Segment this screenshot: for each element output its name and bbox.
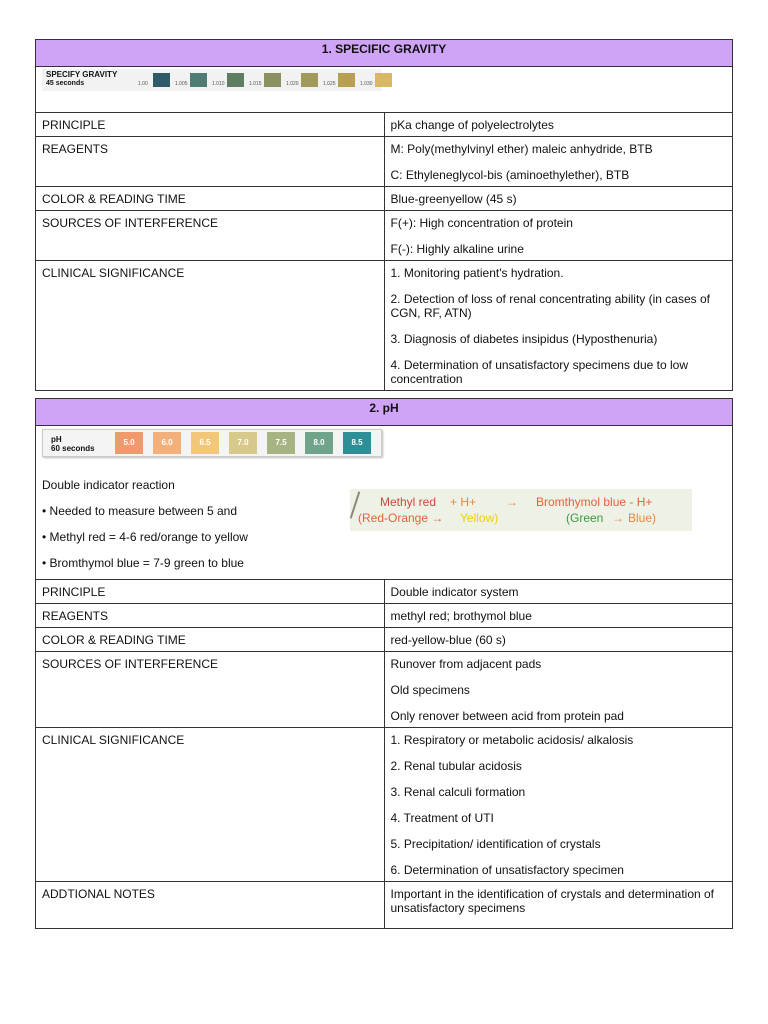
- sg-pad-label: 1.010: [212, 81, 225, 87]
- interference-value: [384, 652, 733, 728]
- eq-red-orange: (Red-Orange →: [358, 511, 444, 525]
- color-value: Blue-greenyellow (45 s): [384, 187, 733, 211]
- sg-pad-label: 1.015: [249, 81, 262, 87]
- sg-pad-swatch: [190, 73, 207, 87]
- interference-value: [384, 211, 733, 261]
- row-label: SOURCES OF INTERFERENCE: [36, 652, 385, 728]
- sg-pad: [175, 72, 211, 88]
- clinical-item: 5. Precipitation/ identification of crystals: [390, 837, 601, 851]
- clinical-item: 3. Diagnosis of diabetes insipidus (Hyposthenuria): [390, 332, 658, 346]
- sg-pad-swatch: [301, 73, 318, 87]
- clinical-item: 4. Determination of unsatisfactory specimens due to low concentration: [390, 358, 688, 386]
- intro-line: Double indicator reaction: [42, 478, 175, 492]
- sg-pad: [138, 72, 174, 88]
- ph-pad: 7.5: [267, 432, 295, 454]
- sg-pad-label: 1.005: [175, 81, 188, 87]
- clinical-value: [384, 261, 733, 391]
- sg-pad: [249, 72, 285, 88]
- section-title: 2. pH: [36, 399, 733, 426]
- eq-btb: Bromthymol blue - H+: [536, 495, 653, 509]
- reagents-value: methyl red; brothymol blue: [384, 604, 733, 628]
- clinical-value: [384, 728, 733, 882]
- section-title: 1. SPECIFIC GRAVITY: [36, 40, 733, 67]
- sg-strip-row: [36, 67, 733, 113]
- sg-pad-label: 1.020: [286, 81, 299, 87]
- ph-strip-label: pH 60 seconds: [51, 435, 95, 453]
- clinical-item: 6. Determination of unsatisfactory specimen: [390, 863, 624, 877]
- sg-pad-swatch: [264, 73, 281, 87]
- row-label: ADDTIONAL NOTES: [36, 882, 385, 929]
- reagent-item: C: Ethyleneglycol-bis (aminoethylether), BTB: [390, 168, 630, 182]
- sg-pad: [360, 72, 396, 88]
- row-label: SOURCES OF INTERFERENCE: [36, 211, 385, 261]
- sg-pad-swatch: [153, 73, 170, 87]
- eq-plus-h: + H+: [450, 495, 477, 509]
- sg-pad-swatch: [227, 73, 244, 87]
- row-label: CLINICAL SIGNIFICANCE: [36, 728, 385, 882]
- sg-pad-label: 1.00: [138, 81, 148, 87]
- sg-strip-title: SPECIFY GRAVITY: [46, 70, 118, 79]
- interference-item: F(+): High concentration of protein: [390, 216, 573, 230]
- clinical-item: 2. Detection of loss of renal concentrating ability (in cases of CGN, RF, ATN): [390, 292, 710, 320]
- ph-pad: 8.0: [305, 432, 333, 454]
- sg-strip-time: 45 seconds: [46, 80, 85, 87]
- notes-value: Important in the identification of crystals and determination of unsatisfactory specimens: [384, 882, 733, 929]
- indicator-equation: [350, 489, 692, 531]
- ph-pad: 6.0: [153, 432, 181, 454]
- specific-gravity-table: [35, 39, 733, 391]
- sg-pad-swatch: [375, 73, 392, 87]
- interference-item: Only renover between acid from protein pad: [390, 709, 624, 723]
- sg-pad: [212, 72, 248, 88]
- sg-pad-label: 1.025: [323, 81, 336, 87]
- interference-item: F(-): Highly alkaline urine: [390, 242, 524, 256]
- principle-value: pKa change of polyelectrolytes: [384, 113, 733, 137]
- clinical-item: 2. Renal tubular acidosis: [390, 759, 522, 773]
- ph-color-strip: [42, 429, 382, 457]
- sg-pad-swatch: [338, 73, 355, 87]
- row-label: PRINCIPLE: [36, 113, 385, 137]
- eq-green: (Green: [566, 511, 604, 525]
- clinical-item: 4. Treatment of UTI: [390, 811, 494, 825]
- eq-yellow: Yellow): [460, 511, 499, 525]
- row-label: COLOR & READING TIME: [36, 187, 385, 211]
- clinical-item: 3. Renal calculi formation: [390, 785, 526, 799]
- color-value: red-yellow-blue (60 s): [384, 628, 733, 652]
- row-label: REAGENTS: [36, 137, 385, 187]
- interference-item: Old specimens: [390, 683, 470, 697]
- eq-arrow-2: →: [612, 511, 624, 525]
- ph-pad: 7.0: [229, 432, 257, 454]
- intro-line: • Needed to measure between 5 and: [42, 504, 237, 518]
- ph-pad: 8.5: [343, 432, 371, 454]
- sg-color-strip: [42, 69, 382, 91]
- row-label: PRINCIPLE: [36, 580, 385, 604]
- clinical-item: 1. Monitoring patient's hydration.: [390, 266, 564, 280]
- sg-pad: [323, 72, 359, 88]
- reagents-value: [384, 137, 733, 187]
- ph-table: [35, 398, 733, 929]
- interference-item: Runover from adjacent pads: [390, 657, 542, 671]
- eq-methyl-red: Methyl red: [380, 495, 437, 509]
- eq-blue: Blue): [628, 511, 657, 525]
- intro-line: • Methyl red = 4-6 red/orange to yellow: [42, 530, 248, 544]
- sg-pad: [286, 72, 322, 88]
- ph-pad: 5.0: [115, 432, 143, 454]
- reagent-item: M: Poly(methylvinyl ether) maleic anhydride, BTB: [390, 142, 653, 156]
- row-label: COLOR & READING TIME: [36, 628, 385, 652]
- principle-value: Double indicator system: [384, 580, 733, 604]
- eq-arrow: →: [506, 495, 518, 509]
- ph-pad: 6.5: [191, 432, 219, 454]
- ph-intro-row: [36, 426, 733, 580]
- row-label: REAGENTS: [36, 604, 385, 628]
- clinical-item: 1. Respiratory or metabolic acidosis/ alkalosis: [390, 733, 634, 747]
- sg-pad-label: 1.030: [360, 81, 373, 87]
- row-label: CLINICAL SIGNIFICANCE: [36, 261, 385, 391]
- intro-line: • Bromthymol blue = 7-9 green to blue: [42, 556, 244, 570]
